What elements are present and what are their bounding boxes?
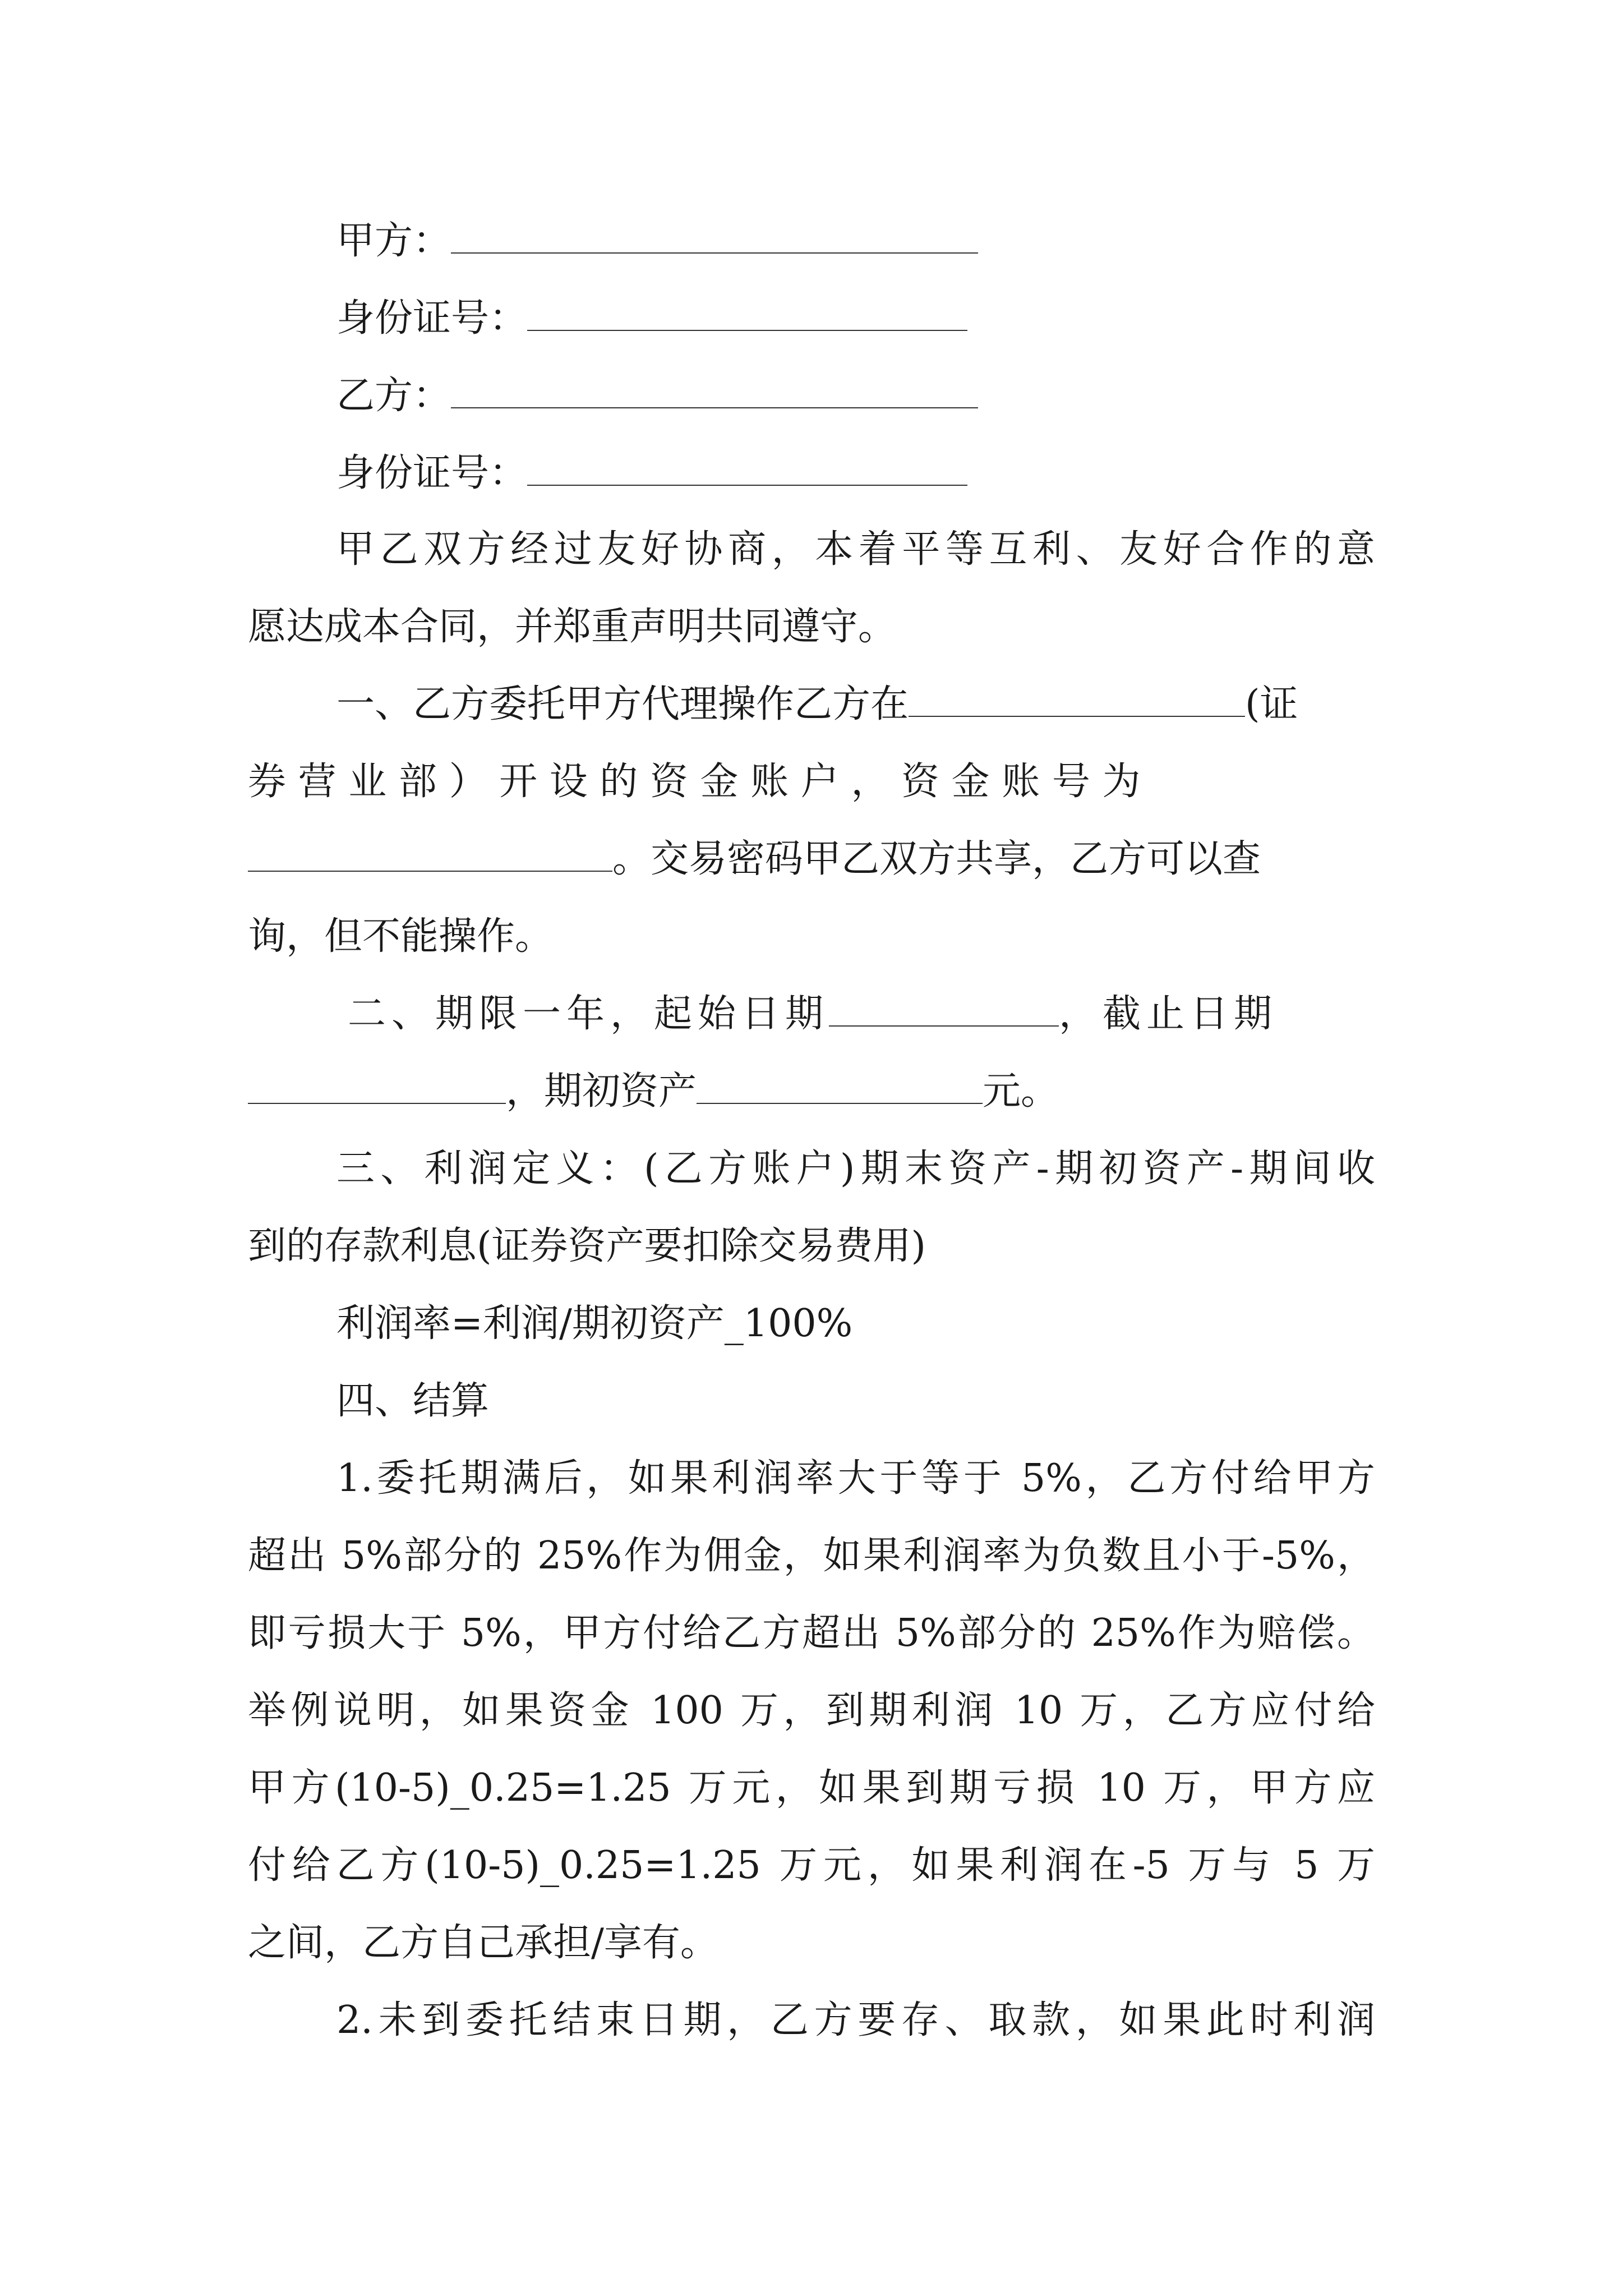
clause4-p1-line-4: 举例说明，如果资金 100 万，到期利润 10 万，乙方应付给 [248, 1688, 1375, 1733]
clause2-text-a: 二、期限一年，起始日期 [348, 992, 829, 1036]
party-a-blank [451, 219, 978, 254]
clause1-line-3 [248, 837, 1261, 882]
clause1-line-4: 询，但不能操作。 [248, 914, 554, 959]
party-b-row [336, 374, 978, 418]
party-a-id-blank [527, 296, 967, 331]
end-date-blank [248, 1069, 506, 1104]
clause1-line-1 [336, 682, 1298, 727]
clause4-p1-line-7: 之间，乙方自己承担/享有。 [248, 1921, 718, 1965]
clause2-text-d: 元。 [983, 1069, 1059, 1114]
clause4-p2-line-1: 2.未到委托结束日期，乙方要存、取款，如果此时利润 [336, 1998, 1375, 2042]
profit-formula: 利润率=利润/期初资产_100% [336, 1301, 853, 1346]
clause4-p1-line-6: 付给乙方(10-5)_0.25=1.25 万元，如果利润在-5 万与 5 万 [248, 1843, 1375, 1888]
party-b-blank [451, 374, 978, 408]
party-a-row [336, 219, 978, 264]
clause4-p1-line-5: 甲方(10-5)_0.25=1.25 万元，如果到期亏损 10 万，甲方应 [248, 1766, 1375, 1810]
party-b-id-blank [527, 451, 967, 486]
clause3-line-2: 到的存款利息(证券资产要扣除交易费用) [248, 1224, 926, 1268]
clause1-text-b: (证 [1245, 682, 1298, 726]
clause4-p1-line-2: 超出 5%部分的 25%作为佣金，如果利润率为负数且小于-5%， [248, 1534, 1375, 1578]
clause4-p1-line-1: 1.委托期满后，如果利润率大于等于 5%，乙方付给甲方 [336, 1456, 1375, 1501]
party-a-id-label: 身份证号： [336, 296, 528, 341]
party-a-label: 甲方： [336, 219, 451, 263]
brokerage-blank [909, 682, 1245, 717]
clause3-line-1: 三、利润定义：(乙方账户)期末资产-期初资产-期间收 [336, 1147, 1375, 1191]
clause2-text-b: ，截止日期 [1059, 992, 1278, 1036]
clause4-p1-line-3: 即亏损大于 5%，甲方付给乙方超出 5%部分的 25%作为赔偿。 [248, 1611, 1375, 1655]
clause2-line-2 [248, 1069, 1059, 1114]
party-b-id-row [336, 451, 967, 496]
intro-line-1: 甲乙双方经过友好协商，本着平等互利、友好合作的意 [336, 527, 1375, 572]
party-b-id-label: 身份证号： [336, 451, 528, 495]
party-a-id-row [336, 296, 967, 341]
clause1-text-a: 一、乙方委托甲方代理操作乙方在 [336, 682, 909, 726]
clause4-title: 四、结算 [336, 1379, 490, 1423]
account-number-blank [248, 837, 612, 872]
start-date-blank [829, 992, 1059, 1027]
clause1-text-c: 。交易密码甲乙双方共享，乙方可以查 [612, 837, 1261, 881]
clause2-line-1 [348, 992, 1278, 1037]
intro-line-2: 愿达成本合同，并郑重声明共同遵守。 [248, 605, 897, 649]
initial-assets-blank [697, 1069, 983, 1104]
clause2-text-c: ，期初资产 [506, 1069, 697, 1114]
clause1-line-2: 券 营 业 部 ） 开 设 的 资 金 账 户 ， 资 金 账 号 为 [248, 760, 1141, 804]
party-b-label: 乙方： [336, 374, 451, 418]
